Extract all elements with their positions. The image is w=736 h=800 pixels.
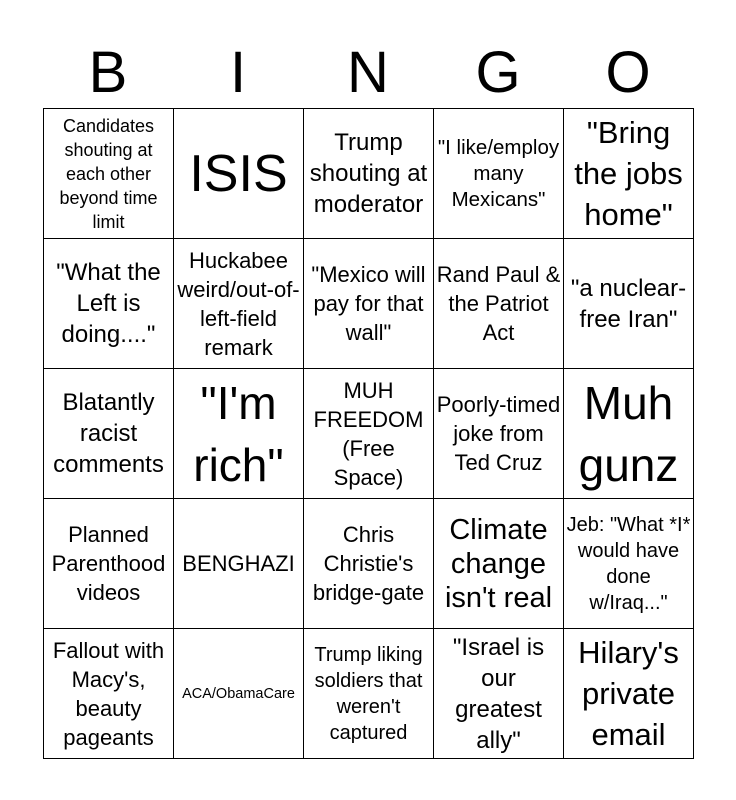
bingo-cell[interactable]: "What the Left is doing...." — [44, 239, 174, 369]
bingo-cell[interactable]: MUH FREEDOM (Free Space) — [304, 369, 434, 499]
bingo-grid — [43, 108, 694, 759]
header-letter-b: B — [88, 40, 128, 105]
bingo-cell[interactable]: Climate change isn't real — [434, 499, 564, 629]
bingo-row — [44, 499, 694, 629]
bingo-cell[interactable]: Trump shouting at moderator — [304, 109, 434, 239]
bingo-header — [43, 40, 693, 106]
bingo-cell[interactable]: Rand Paul & the Patriot Act — [434, 239, 564, 369]
bingo-cell[interactable]: Trump liking soldiers that weren't captured — [304, 629, 434, 759]
bingo-cell[interactable]: "Bring the jobs home" — [564, 109, 694, 239]
header-letter-g: G — [475, 40, 521, 105]
bingo-cell[interactable]: Jeb: "What *I* would have done w/Iraq..." — [564, 499, 694, 629]
bingo-cell[interactable]: Blatantly racist comments — [44, 369, 174, 499]
bingo-cell[interactable]: Muh gunz — [564, 369, 694, 499]
bingo-cell[interactable]: Hilary's private email — [564, 629, 694, 759]
bingo-row — [44, 629, 694, 759]
bingo-row — [44, 369, 694, 499]
header-letter-n: N — [347, 40, 389, 105]
bingo-cell[interactable]: "I like/employ many Mexicans" — [434, 109, 564, 239]
bingo-cell[interactable]: Chris Christie's bridge-gate — [304, 499, 434, 629]
bingo-cell[interactable]: "I'm rich" — [174, 369, 304, 499]
bingo-row — [44, 239, 694, 369]
bingo-cell[interactable]: Huckabee weird/out-of-left-field remark — [174, 239, 304, 369]
bingo-cell[interactable]: ACA/ObamaCare — [174, 629, 304, 759]
bingo-cell[interactable]: Fallout with Macy's, beauty pageants — [44, 629, 174, 759]
bingo-cell[interactable]: ISIS — [174, 109, 304, 239]
bingo-cell[interactable]: Candidates shouting at each other beyond time limit — [44, 109, 174, 239]
bingo-cell[interactable]: "Mexico will pay for that wall" — [304, 239, 434, 369]
bingo-cell[interactable]: "a nuclear-free Iran" — [564, 239, 694, 369]
bingo-row — [44, 109, 694, 239]
header-letter-i: I — [229, 40, 247, 105]
bingo-cell[interactable]: Poorly-timed joke from Ted Cruz — [434, 369, 564, 499]
bingo-cell[interactable]: BENGHAZI — [174, 499, 304, 629]
header-letter-o: O — [605, 40, 651, 105]
bingo-cell[interactable]: Planned Parenthood videos — [44, 499, 174, 629]
bingo-cell[interactable]: "Israel is our greatest ally" — [434, 629, 564, 759]
